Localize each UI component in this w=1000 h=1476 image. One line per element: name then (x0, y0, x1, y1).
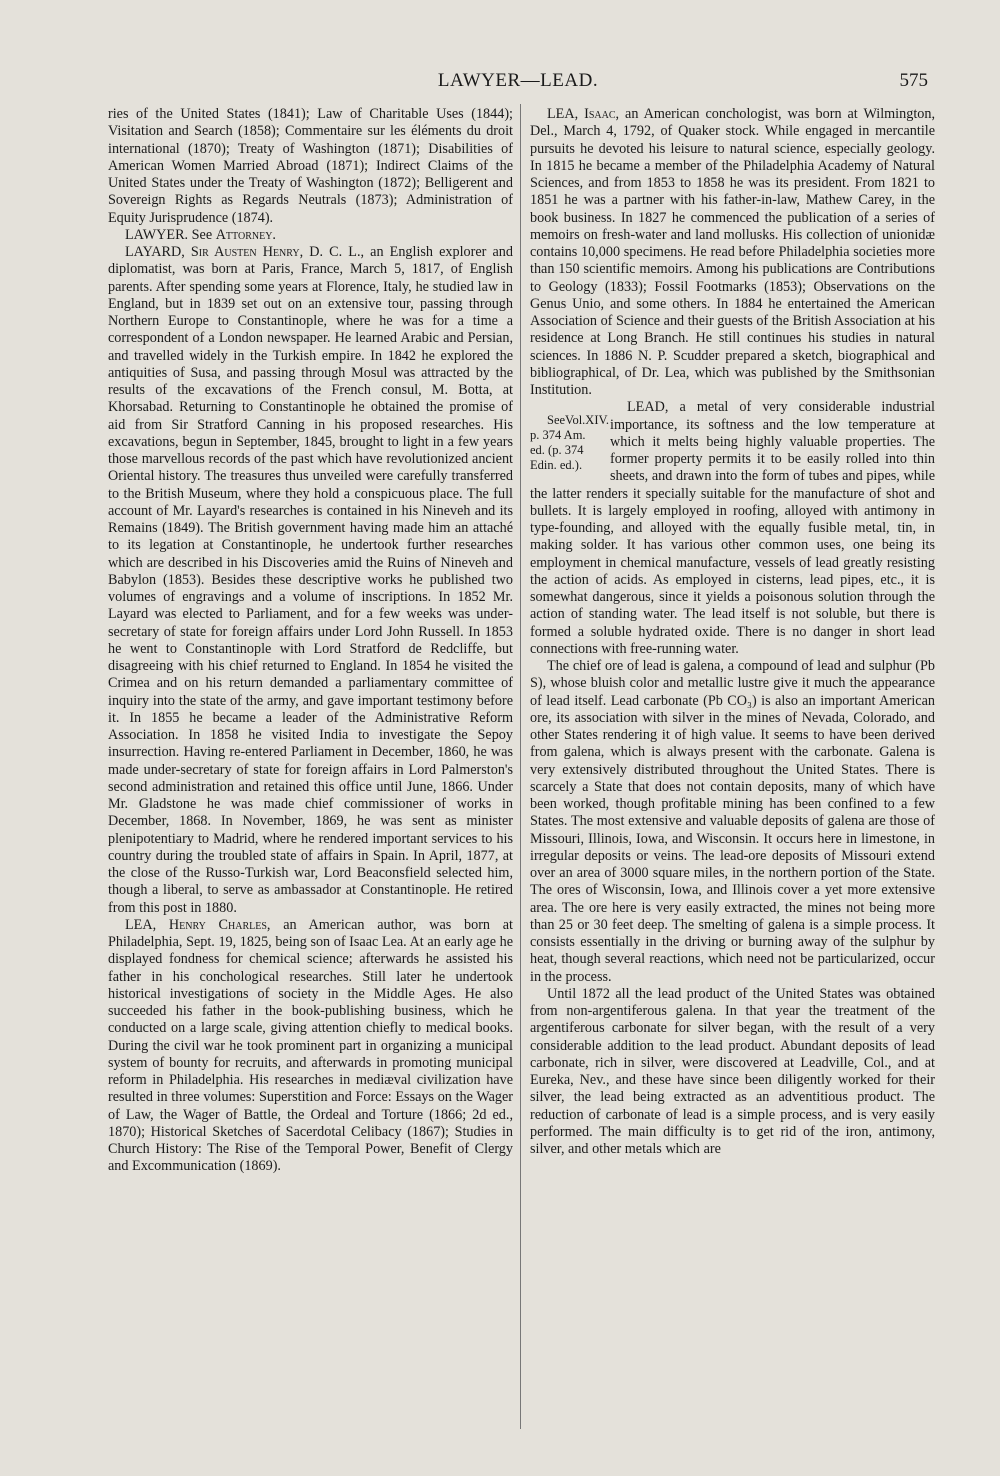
entry-body: a metal of very considerable industrial importance, its softness and the low temperature at which it melts being highly valuable properties. The former property permits it to be easily rolled into thin sheets, and drawn into the form of tubes and pipes, while the latter renders it specially suitable for the manufacture of shot and bullets. It is largely employed in roofing, alloyed with antimony in type-founding, and alloyed with the equally fusible metal, tin, in making solder. It has various other common uses, one being its employment in chemical manufacture, vessels of lead greatly resisting the action of acids. As employed in cisterns, lead pipes, etc., it is somewhat dangerous, since it yields a poisonous solution through the action of standing water. The lead itself is not soluble, but there is formed a soluble hydrated oxide. There is no danger in short lead connections with free-running water. (530, 399, 935, 657)
entry-lawyer (108, 227, 513, 244)
entry-body: D. C. L., an English explorer and diplomatist, was born at Paris, France, March 5, 1817, of English parents. After spending some years at Florence, Italy, he studied law in England, but in 1839 set out on an extensive tour, passing through Northern Europe to Constantinople, where he was for a time a correspondent of a London newspaper. He learned Arabic and Persian, and travelled widely in the Turkish empire. In 1842 he explored the antiquities of Susa, and passing through Mosul was attracted by the results of the excavations of the French consul, M. Botta, at Khorsabad. Returning to Constantinople he obtained the promise of aid from Sir Stratford Canning in his proposed researches. His excavations, begun in September, 1845, brought to light in a few years those marvellous records of the past which have revolutionized ancient Oriental history. The treasures thus unveiled were carefully transferred to the British Museum, where they hold a conspicuous place. The full account of Mr. Layard's researches is contained in his Nineveh and its Remains (1849). The British government having made him an attaché to its legation at Constantinople, he undertook further researches which are described in his Discoveries amid the Ruins of Nineveh and Babylon (1853). Besides these descriptive works he published two volumes of engravings and a volume of inscriptions. In 1852 Mr. Layard was elected to Parliament, and for a few weeks was under-secretary of state for foreign affairs under Lord John Russell. In 1853 he went to Constantinople with Lord Stratford de Redcliffe, but disagreeing with his chief returned to England. In 1854 he visited the Crimea and on his return demanded a parliamentary committee of inquiry into the state of the army, and gave important testimony before it. In 1855 he became a leader of the Administrative Reform Association. In 1858 he visited India to investigate the Sepoy insurrection. Having re-entered Parliament in December, 1860, he was made under-secretary of state for foreign affairs in Lord Palmerston's second administration and retained this office until June, 1866. Under Mr. Gladstone he was made chief commissioner of works in December, 1868. In November, 1869, he was sent as minister plenipotentiary to Madrid, where he rendered important services to his country during the troubled state of affairs in Spain. In April, 1877, at the close of the Russo-Turkish war, Lord Beaconsfield selected him, though a liberal, to serve as ambassador at Constantinople. He retired from this post in 1880. (108, 244, 513, 916)
entry-lea-isaac (530, 106, 935, 399)
entry-name: Henry Charles, (156, 916, 271, 933)
entry-headword: LEAD, (627, 399, 669, 416)
margin-sidenote: SeeVol.XIV. p. 374 Am. ed. (p. 374 Edin. ed.). (530, 413, 610, 473)
page-header (108, 70, 928, 100)
page-number: 575 (899, 70, 928, 91)
entry-headword: LAWYER. (125, 226, 189, 243)
entry-layard (108, 244, 513, 917)
entry-lea-henry-charles (108, 917, 513, 1176)
cross-reference: Attorney. (215, 226, 276, 243)
column-divider (520, 104, 521, 1429)
entry-headword: LAYARD, (125, 244, 185, 260)
paragraph-lead-ores: The chief ore of lead is galena, a compound of lead and sulphur (Pb S), whose bluish color and metallic lustre give it much the appearance of lead itself. Lead carbonate (Pb CO₃) is also an important American ore, its association with silver in the mines of Nevada, Colorado, and other States rendering it of high value. It seems to have been derived from galena, which is always present with the carbonate. Galena is very extensively distributed throughout the United States. There is scarcely a State that does not contain deposits, many of which have been worked, though profitable mining has been confined to a few States. The most extensive and valuable deposits of galena are those of Missouri, Illinois, Iowa, and Wisconsin. It occurs here in limestone, in irregular deposits or veins. The lead-ore deposits of Missouri extend over an area of 3000 square miles, in the northern portion of the State. The ores of Wisconsin, Iowa, and Illinois cover a yet more extensive area. The ore here is very easily extracted, the mines not being more than 25 or 30 feet deep. The smelting of galena is a simple process. It consists essentially in the driving or burning away of the sulphur by heat, though several reactions, which need not be particularized, occur in the process. (530, 658, 935, 985)
entry-lead (530, 399, 935, 658)
entry-see: See (188, 226, 216, 243)
paragraph-lead-production: Until 1872 all the lead product of the United States was obtained from non-argentiferous galena. In that year the treatment of the argentiferous carbonate for silver began, with the result of a very considerable addition to the lead product. Abundant deposits of lead carbonate, rich in silver, were discovered at Leadville, Col., and at Eureka, Nev., and these have since been diligently worked for their silver, the lead being extracted as an adventitious product. The reduction of carbonate of lead is a simple process, and is very easily performed. The main difficulty is to get rid of the iron, antimony, silver, and other metals which are (530, 985, 935, 1157)
left-column (108, 106, 513, 1176)
entry-headword: LEA, (547, 106, 579, 122)
entry-name: Isaac, (578, 106, 620, 122)
entry-body: an American author, was born at Philadelphia, Sept. 19, 1825, being son of Isaac Lea. At an early age he displayed fondness for chemical science; afterwards he assisted his father in his conchological researches. Still later he undertook historical investigations of society in the Middle Ages. He also succeeded his father in the book-publishing business, which he conducted on a large scale, giving attention chiefly to medical books. During the civil war he took prominent part in organizing a municipal system of bounty for recruits, and afterwards in promoting municipal reform in Philadelphia. His researches in mediæval civilization have resulted in three volumes: Superstition and Force: Essays on the Wager of Law, the Wager of Battle, the Ordeal and Torture (1866; 2d ed., 1870); Historical Sketches of Sacerdotal Celibacy (1867); Studies in Church History: The Rise of the Temporal Power, Benefit of Clergy and Excommunication (1869). (108, 916, 513, 1175)
entry-headword: LEA, (125, 916, 157, 933)
running-title: LAWYER—LEAD. (437, 70, 599, 91)
paragraph-lawyer-continuation: ries of the United States (1841); Law of Charitable Uses (1844); Visitation and Search (1858); Commentaire sur les éléments du droit international (1870); Treaty of Washington (1871); Disabilities of American Women Married Abroad (1871); Indirect Claims of the United States under the Treaty of Washington (1872); Belligerent and Sovereign Rights as Regards Neutrals (1873); Administration of Equity Jurisprudence (1874). (108, 106, 513, 226)
entry-body: an American conchologist, was born at Wilmington, Del., March 4, 1792, of Quaker stock. While engaged in mercantile pursuits he devoted his leisure to natural science, especially geology. In 1815 he became a member of the Philadelphia Academy of Natural Sciences, and from 1853 to 1858 he was its president. From 1821 to 1851 he was a partner with his father-in-law, Mathew Carey, in the book business. In 1827 he commenced the publication of a series of memoirs on fresh-water and land mollusks. His collection of unionidæ contains 10,000 specimens. He read before Philadelphia societies more than 150 scientific memoirs. Among his publications are Contributions to Geology (1833); Fossil Footmarks (1853); Observations on the Genus Unio, and some others. In 1884 he entertained the American Association of Science and their guests of the British Association at his residence at Long Branch. He still continues his studies in natural sciences. In 1886 N. P. Scudder prepared a sketch, biographical and bibliographical, of Dr. Lea, which was published by the Smithsonian Institution. (530, 106, 935, 398)
entry-name: Sir Austen Henry, (184, 244, 304, 260)
right-column (530, 106, 935, 1158)
